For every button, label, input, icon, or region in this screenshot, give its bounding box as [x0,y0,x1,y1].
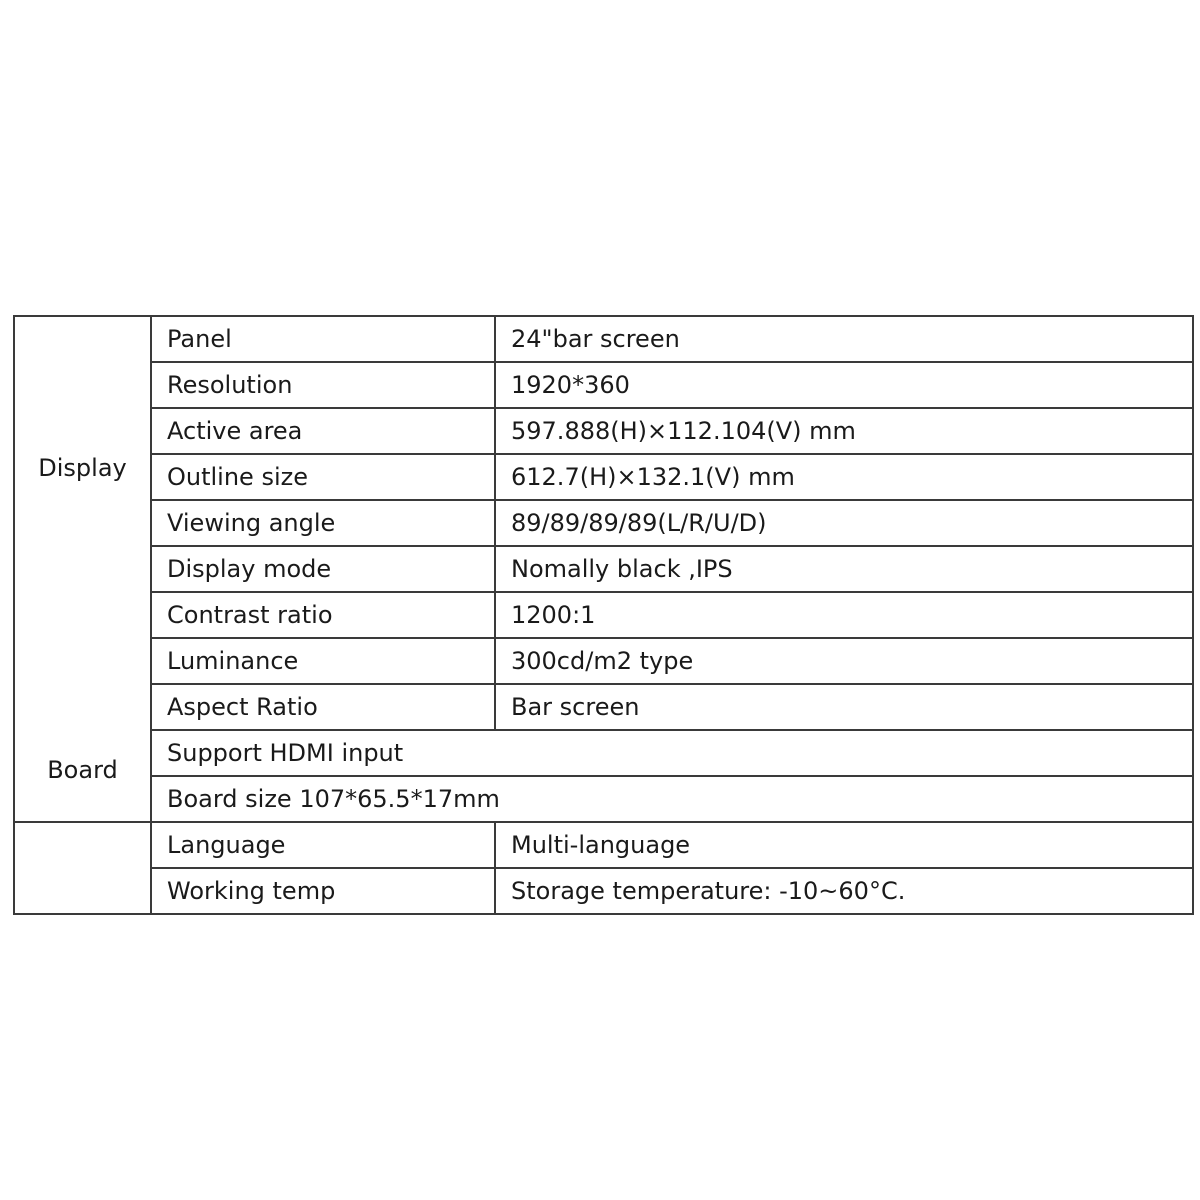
spec-value: 24"bar screen [495,316,1193,362]
spec-value: Nomally black ,IPS [495,546,1193,592]
spec-value: 89/89/89/89(L/R/U/D) [495,500,1193,546]
group-label-board: Board [47,756,118,784]
board-spec: Board size 107*65.5*17mm [151,776,1193,822]
spec-label: Working temp [151,868,495,914]
table-row [14,868,1193,914]
spec-label: Contrast ratio [151,592,495,638]
group-label-display: Display [38,454,127,482]
spec-label: Viewing angle [151,500,495,546]
spec-label: Panel [151,316,495,362]
table-row [14,730,1193,776]
table-row [14,592,1193,638]
spec-value: Storage temperature: -10~60°C. [495,868,1193,914]
spec-label: Active area [151,408,495,454]
spec-label: Language [151,822,495,868]
table-row [14,638,1193,684]
spec-label: Aspect Ratio [151,684,495,730]
group-cell-empty [14,822,151,914]
table-row [14,362,1193,408]
spec-value: 597.888(H)×112.104(V) mm [495,408,1193,454]
table-row [14,454,1193,500]
table-row [14,684,1193,730]
spec-value: 1200:1 [495,592,1193,638]
spec-label: Outline size [151,454,495,500]
table-row [14,822,1193,868]
spec-value: 300cd/m2 type [495,638,1193,684]
spec-value: 1920*360 [495,362,1193,408]
spec-table [13,315,1194,915]
board-spec: Support HDMI input [151,730,1193,776]
spec-label: Luminance [151,638,495,684]
spec-value: Multi-language [495,822,1193,868]
table-row [14,776,1193,822]
group-cell-display-board [14,316,151,822]
table-row [14,546,1193,592]
table-row [14,316,1193,362]
spec-label: Display mode [151,546,495,592]
spec-value: Bar screen [495,684,1193,730]
table-row [14,408,1193,454]
table-row [14,500,1193,546]
spec-label: Resolution [151,362,495,408]
spec-value: 612.7(H)×132.1(V) mm [495,454,1193,500]
